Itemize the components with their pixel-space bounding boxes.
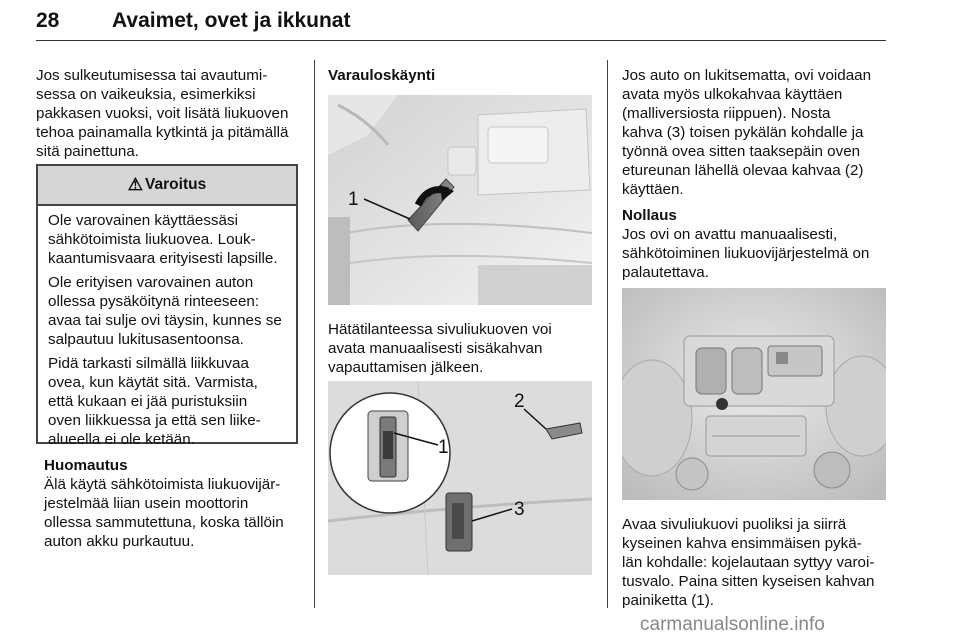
dashboard-figure [622, 288, 886, 500]
chapter-title: Avaimet, ovet ja ikkunat [112, 9, 351, 32]
header-rule [36, 40, 886, 41]
callout-2: 2 [514, 391, 525, 412]
warning-icon: ⚠ [127, 175, 144, 194]
door-handles-figure [328, 381, 592, 575]
callout-1: 1 [438, 437, 449, 458]
emergency-handle-figure [328, 95, 592, 305]
emergency-exit-text: Hätätilanteessa sivuliukuoven voi avata manuaalisesti sisäkahvan vapauttamisen jälkeen. [328, 321, 552, 376]
column-divider-left [314, 60, 315, 608]
warning-body [38, 206, 296, 449]
warning-box [36, 164, 298, 448]
callout-3: 3 [514, 499, 525, 520]
note-text: Älä käytä sähkötoimista liukuovijär- jestelmää liian usein moottorin ollessa sammutettuna, koska tällöin auton akku purkautuu. [44, 476, 284, 550]
column-divider-right [607, 60, 608, 608]
reset-text: Jos ovi on avattu manuaalisesti, sähkötoiminen liukuovijärjestelmä on palautettava. [622, 226, 870, 281]
reset-heading: Nollaus [622, 207, 677, 224]
watermark: carmanualsonline.info [640, 614, 825, 635]
warning-paragraph: Pidä tarkasti silmällä liikkuvaa ovea, kun käytät sitä. Varmista, että kukaan ei jää puristuksiin oven liikkuessa ja että sen liike- alueella ei ole ketään. [48, 355, 261, 448]
intro-paragraph: Jos sulkeutumisessa tai avautumi- sessa on vaikeuksia, esimerkiksi pakkasen vuoksi, voit lisätä liukuoven tehoa painamalla kytkintä ja pitämällä sitä painettuna. [36, 67, 289, 160]
callout-1: 1 [348, 189, 359, 210]
warning-title: Varoitus [145, 176, 207, 193]
reset-instructions: Avaa sivuliukuovi puoliksi ja siirrä kyseinen kahva ensimmäisen pykä- län kohdalle: kojelautaan syttyy varoi- tusvalo. Paina sitten kyseisen kahvan painiketta (1). [622, 516, 875, 609]
warning-paragraph: Ole varovainen käyttäessäsi sähkötoimista liukuovea. Louk- kaantumisvaara erityisesti lapsille. [48, 212, 278, 267]
page-number: 28 [36, 9, 60, 32]
note-title: Huomautus [44, 457, 128, 474]
warning-paragraph: Ole erityisen varovainen auton ollessa pysäköitynä rinteeseen: avaa tai sulje ovi täysin, kunnes se salpautuu lukitusasentoonsa. [48, 274, 282, 348]
outside-handle-text: Jos auto on lukitsematta, ovi voidaan avata myös ulkokahvaa käyttäen (malliversiosta riippuen). Nosta kahva (3) toisen pykälän kohdalle ja työnnä ovea sitten taaksepäin oven etureunan lähellä olevaa kahvaa (2) käyttäen. [622, 67, 872, 198]
emergency-exit-heading: Varauloskäynti [328, 67, 436, 84]
warning-header [38, 166, 296, 206]
